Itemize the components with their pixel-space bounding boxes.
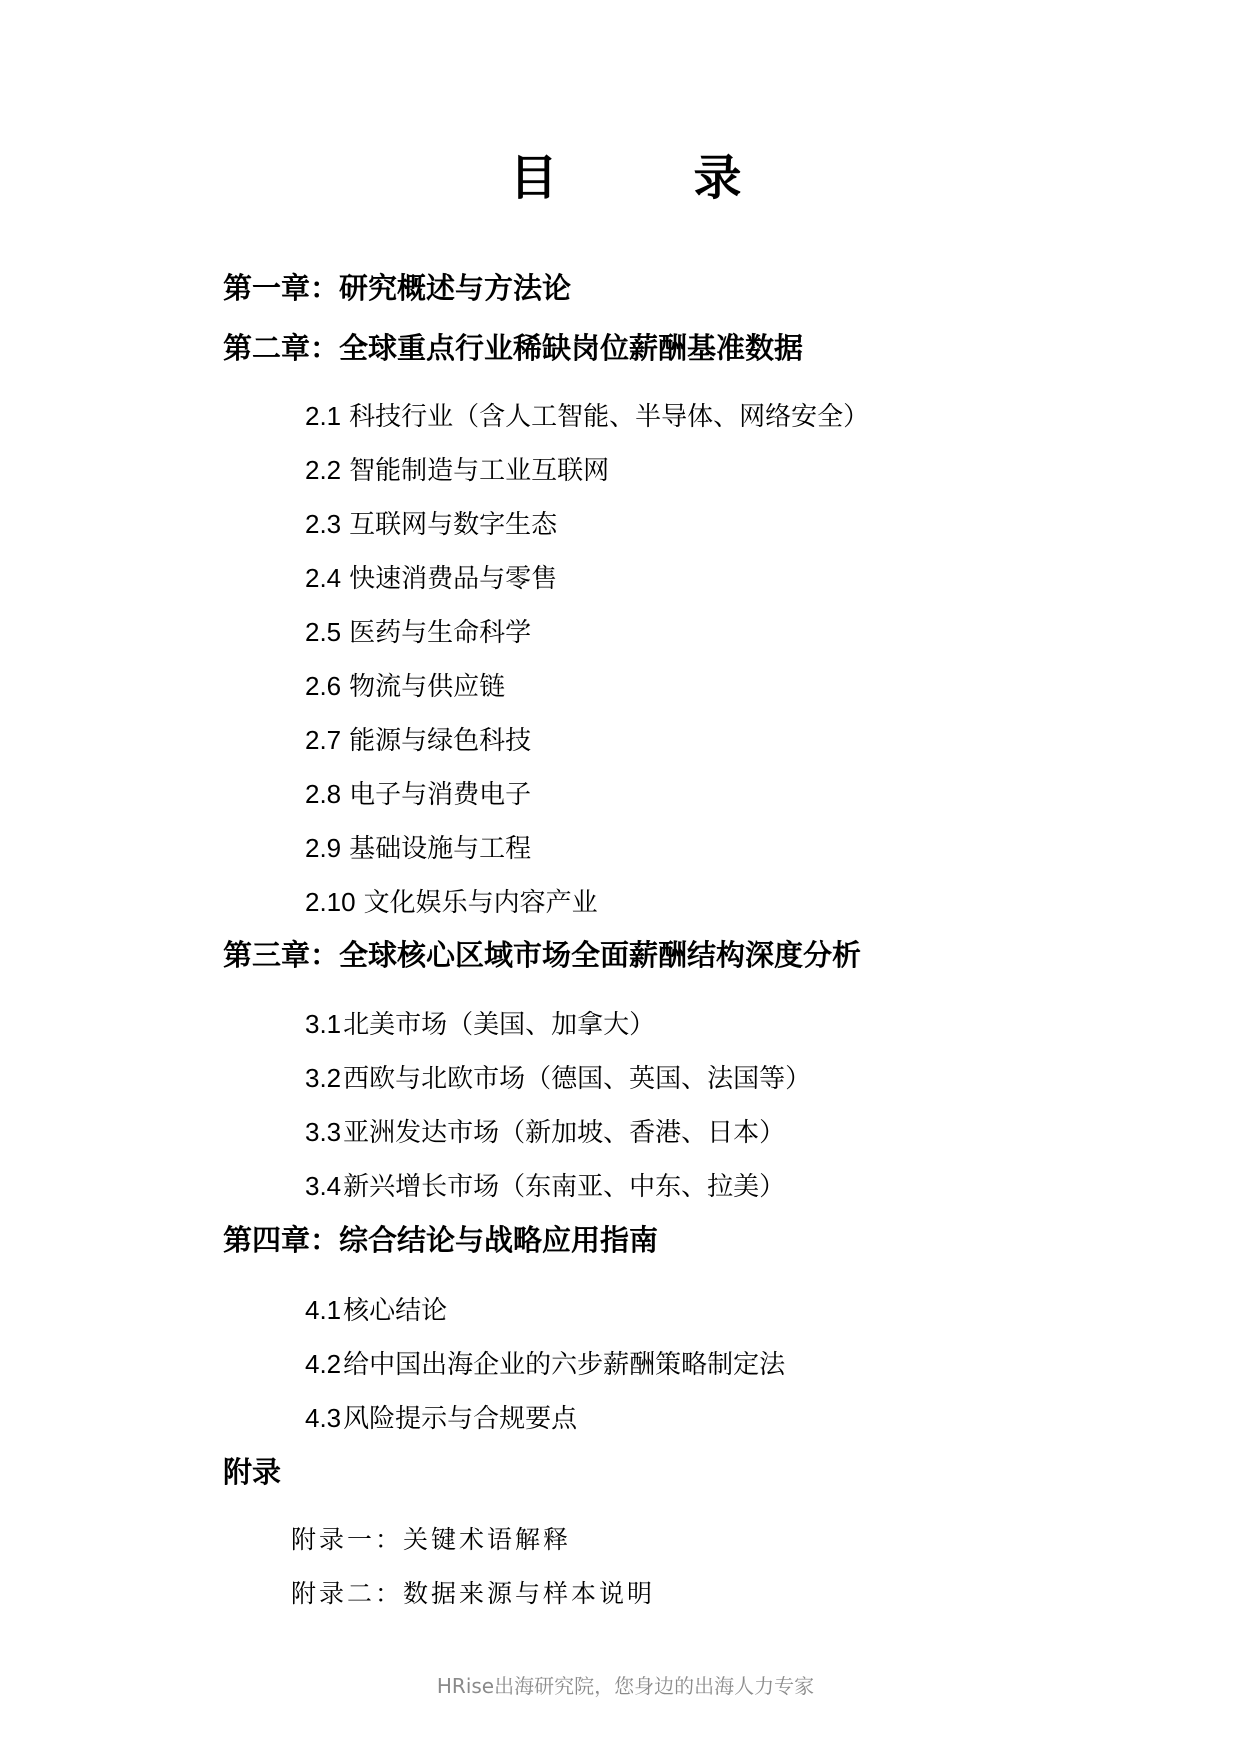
- toc-chapter-2[interactable]: 第二章：全球重点行业稀缺岗位薪酬基准数据: [223, 331, 804, 365]
- section-title: 互联网与数字生态: [349, 510, 558, 540]
- section-title: 智能制造与工业互联网: [349, 456, 610, 486]
- section-title: 给中国出海企业的六步薪酬策略制定法: [343, 1350, 786, 1380]
- toc-chapter-4[interactable]: 第四章：综合结论与战略应用指南: [223, 1223, 659, 1257]
- toc-section-4-1[interactable]: [305, 1292, 447, 1329]
- section-number: 2.7: [305, 725, 342, 755]
- section-number: 2.10: [305, 887, 356, 917]
- toc-section-2-7[interactable]: [305, 722, 531, 759]
- toc-section-4-3[interactable]: [305, 1400, 577, 1437]
- toc-section-2-4[interactable]: [305, 560, 557, 597]
- section-title: 文化娱乐与内容产业: [363, 888, 598, 918]
- section-number: 4.3: [305, 1403, 342, 1433]
- section-number: 2.6: [305, 671, 342, 701]
- toc-section-2-1[interactable]: [305, 398, 869, 435]
- toc-section-2-6[interactable]: [305, 668, 505, 705]
- toc-section-2-3[interactable]: [305, 506, 557, 543]
- section-title: 物流与供应链: [349, 672, 506, 702]
- page-title: 目 录: [509, 150, 786, 206]
- section-number: 3.1: [305, 1009, 342, 1039]
- toc-section-2-10[interactable]: [305, 884, 598, 921]
- toc-section-2-9[interactable]: [305, 830, 531, 867]
- section-number: 3.3: [305, 1117, 342, 1147]
- section-title: 电子与消费电子: [349, 780, 532, 810]
- toc-section-2-5[interactable]: [305, 614, 531, 651]
- section-number: 3.2: [305, 1063, 342, 1093]
- section-title: 基础设施与工程: [349, 834, 532, 864]
- toc-section-2-2[interactable]: [305, 452, 609, 489]
- toc-appendix[interactable]: 附录: [223, 1455, 282, 1489]
- toc-section-4-2[interactable]: [305, 1346, 785, 1383]
- toc-section-3-2[interactable]: [305, 1060, 811, 1097]
- section-title: 快速消费品与零售: [349, 564, 558, 594]
- section-title: 北美市场（美国、加拿大）: [343, 1010, 656, 1040]
- section-title: 西欧与北欧市场（德国、英国、法国等）: [343, 1064, 812, 1094]
- section-number: 3.4: [305, 1171, 342, 1201]
- section-number: 2.1: [305, 401, 342, 431]
- section-title: 医药与生命科学: [349, 618, 532, 648]
- section-title: 风险提示与合规要点: [343, 1404, 578, 1434]
- toc-section-3-4[interactable]: [305, 1168, 785, 1205]
- section-number: 2.3: [305, 509, 342, 539]
- toc-section-3-3[interactable]: [305, 1114, 785, 1151]
- section-number: 2.5: [305, 617, 342, 647]
- toc-section-3-1[interactable]: [305, 1006, 655, 1043]
- section-title: 能源与绿色科技: [349, 726, 532, 756]
- toc-section-2-8[interactable]: [305, 776, 531, 813]
- section-number: 4.2: [305, 1349, 342, 1379]
- section-title: 核心结论: [343, 1296, 448, 1326]
- toc-appendix-1[interactable]: 附录一：关键术语解释: [291, 1525, 572, 1554]
- section-number: 2.9: [305, 833, 342, 863]
- toc-chapter-1[interactable]: 第一章：研究概述与方法论: [223, 271, 572, 305]
- toc-appendix-2[interactable]: 附录二：数据来源与样本说明: [291, 1579, 656, 1608]
- section-title: 新兴增长市场（东南亚、中东、拉美）: [343, 1172, 786, 1202]
- section-number: 2.8: [305, 779, 342, 809]
- section-number: 2.2: [305, 455, 342, 485]
- section-number: 2.4: [305, 563, 342, 593]
- page-footer: HRise出海研究院，您身边的出海人力专家: [436, 1674, 815, 1698]
- section-title: 亚洲发达市场（新加坡、香港、日本）: [343, 1118, 786, 1148]
- section-number: 4.1: [305, 1295, 342, 1325]
- toc-chapter-3[interactable]: 第三章：全球核心区域市场全面薪酬结构深度分析: [223, 938, 862, 972]
- section-title: 科技行业（含人工智能、半导体、网络安全）: [349, 402, 870, 432]
